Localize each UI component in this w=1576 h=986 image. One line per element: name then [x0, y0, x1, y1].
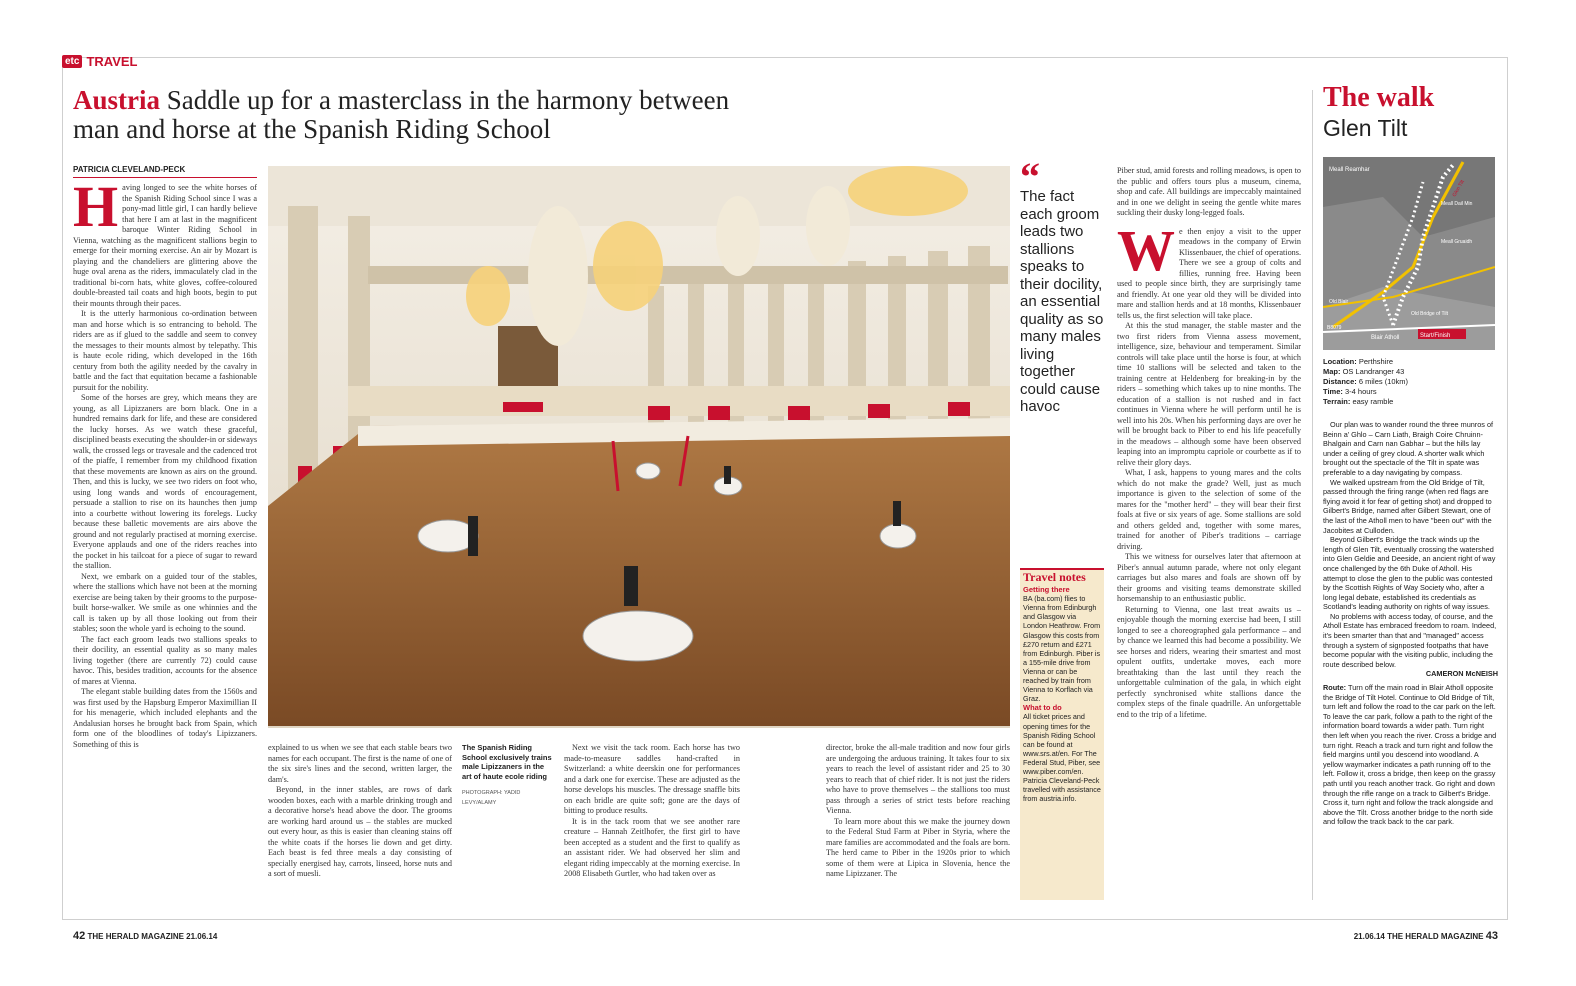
article-column-2 [268, 743, 452, 903]
article-paragraph: Next we visit the tack room. Each horse has two made-to-measure saddles hand-crafted in Switzerland: a white deerskin one for performances and a dark one for exercise. These are adjusted as the horse develops his muscles. The dressage snaffle bits on each bridle are quite soft; gone are the days of bitting to produce results. [564, 743, 740, 815]
article-paragraph: Beyond, in the inner stables, are rows of dark wooden boxes, each with a marble drinking trough and a decorative horse's head above the door. The grooms are working hard around us – the stables are mucked out every hour, as this is easier than cleaning stains off the white coats if the horses lie down and get dirty. Each beast is fed three meals a day consisting of specially energised hay, carrots, linseed, horse nuts and a sort of muesli. [268, 785, 452, 878]
article-paragraph: The elegant stable building dates from the 1560s and was first used by the Hapsburg Emperor Maximillian II for his menagerie, which included elephants and the Andalusian horses he brought back from Spain, which form one of the bloodlines of today's Lipizzaners. Something of this is [73, 687, 257, 749]
walk-title: The walk [1323, 82, 1435, 113]
article-column-5 [1117, 166, 1301, 903]
map-label: Start/Finish [1420, 333, 1451, 339]
travel-notes-title: Travel notes [1023, 570, 1086, 584]
dropcap: W [1117, 217, 1175, 283]
getting-there-text: BA (ba.com) flies to Vienna from Edinburgh and Glasgow via London Heathrow. From Glasgow this costs from £270 return and £271 from Edinburgh. Piber is a 155-mile drive from Vienna or can be reached by train from Vienna to Korflach via Graz. [1023, 594, 1101, 704]
folio-left [73, 930, 217, 942]
riding-school-photo [268, 166, 1010, 728]
section-logo: etc [62, 55, 82, 68]
riding-school-illustration [268, 166, 1010, 728]
getting-there-heading: Getting there [1023, 585, 1070, 595]
article-paragraph: What, I ask, happens to young mares and the colts which do not make the grade? Well, just as much importance is given to the selection of some of the mares for the "mother herd" – they will bear their first foals at five or six years of age. Some stallions are sold and others gelded and, together with some mares, trained for another of Piber's traditions – carriage driving. [1117, 468, 1301, 551]
article-paragraph: Next, we embark on a guided tour of the stables, where the stallions which have not been at the morning exercise are being taken by their grooms to the purpose-built horse-walker. We smile as one whinnies and the call is taken up by all those looking out from their stables; soon the whole yard is echoing to the sound. [73, 571, 257, 633]
map-label: Meall Dail Min [1441, 201, 1473, 207]
glen-tilt-map [1323, 157, 1495, 350]
what-to-do-heading: What to do [1023, 703, 1062, 713]
headline-kicker: Austria [73, 85, 160, 115]
fact-map: Map: OS Landranger 43 [1323, 367, 1405, 376]
folio-right [1354, 930, 1498, 942]
article-text: explained to us when we see that each stable bears two names for each occupant. The first is the name of one of the six sire's lines and the second, written larger, the dam's. [268, 743, 452, 784]
walk-paragraph: Beyond Gilbert's Bridge the track winds up the length of Glen Tilt, eventually crossing the watershed into Glen Geldie and Deeside, an ancient right of way once challenged by the 6th Duke of Atholl. His attempt to close the glen to the public was contested by the Scottish Rights of Way Society who, after a long legal debate, established its credentials as Scotland's leading authority on rights of way issues. [1323, 535, 1496, 612]
walk-paragraph: We walked upstream from the Old Bridge of Tilt, passed through the firing range (when red flags are flying avoid it for fear of getting shot) and dropped to Gilbert's Bridge, named after Gilbert Stewart, one of the last of the Atholl men to have "been out" with the Jacobites at Culloden. [1323, 477, 1492, 535]
article-paragraph: It is in the tack room that we see another rare creature – Hannah Zeitlhofer, the first girl to have been accepted as a student and the first to qualify as an assistant rider. We had observed her slim and elegant riding impeccably at the morning exercise. In 2008 Elisabeth Gurtler, who had taken over as [564, 816, 740, 878]
fact-location: Location: Perthshire [1323, 357, 1394, 366]
map-label: Old Blair [1329, 299, 1349, 305]
walk-paragraph: Our plan was to wander round the three munros of Beinn a' Ghlo – Carn Liath, Braigh Coire Chruinn-Bhalgain and Carn nan Gabhar – but the hills lay under a ceiling of grey cloud. A shorter walk which brought out the spectacle of the Tilt in spate was preferable to a day navigating by compass. [1323, 420, 1494, 477]
headline [73, 86, 773, 144]
fact-terrain: Terrain: easy ramble [1323, 397, 1394, 406]
section-label: TRAVEL [86, 54, 138, 69]
fact-distance: Distance: 6 miles (10km) [1323, 377, 1409, 386]
article-paragraph: Returning to Vienna, one last treat awaits us – enjoyable though the morning exercise had been, I still longed to see a choreographed gala performance – and by chance we learned this had become a possibility. We see horses and riders, wearing their smartest and most opulent outfits, undertake moves, each more breathtaking than the last until they reach the unforgettable culmination of the gala, in which eight perfectly synchronised white stallions dance the complex steps of the finale quadrille. An unforgettable end to the trip of a lifetime. [1117, 604, 1301, 719]
pull-quote: The fact each groom leads two stallions speaks to their docility, an essential quality as so many males living together could cause havoc [1020, 188, 1104, 415]
walk-facts [1323, 357, 1498, 407]
article-text: e then enjoy a visit to the upper meadows in the company of Erwin Klissenbauer, the chief of operations. There we see a group of colts and fillies, running free. Having been used to people since birth, they are surprisingly tame and friendly. At one year old they will be divided into mare and stallion herds and at 18 months, Klissenbauer tells us, the first selection will take place. [1117, 226, 1301, 320]
article-paragraph: It is the utterly harmonious co-ordination between man and horse which is so entrancing to behold. The riders are as if glued to the saddle and seem to convey the messages to their mounts almost by telepathy. This is haute ecole riding, which developed in the 16th century from both the agility needed by the cavalry in battle and the fact that equitation became a fashionable pursuit for the nobility. [73, 309, 257, 392]
walk-subtitle: Glen Tilt [1323, 115, 1408, 141]
travel-notes-box [1020, 568, 1104, 900]
article-paragraph: To learn more about this we make the journey down to the Federal Stud Farm at Piber in Styria, where the mare families are accommodated and the foals are born. The herd came to Piber in the 1920s prior to which some of them were at Lipica in Slovenia, hence the name Lipizzaner. The [826, 816, 1010, 878]
article-paragraph: The fact each groom leads two stallions speaks to their docility, an essential quality as so many males living together (there are currently 72) could cause havoc. This, besides tradition, accounts for the absence of mares at Vienna. [73, 634, 257, 686]
article-column-3 [564, 743, 740, 903]
map-label: B8079 [1327, 325, 1342, 331]
fact-time: Time: 3-4 hours [1323, 387, 1377, 396]
folio-text: THE HERALD MAGAZINE 21.06.14 [87, 932, 218, 941]
walk-body [1323, 420, 1498, 900]
article-section [1117, 217, 1301, 322]
article-text: aving longed to see the white horses of the Spanish Riding School since I was a pony-mad little girl, I can hardly believe that here I am at last in the magnificent baroque Winter Riding School in Vienna, watching as the magnificent stallions begin to emerge for their morning exercise. An air by Mozart is playing and the chandeliers are glittering above the huge oval arena as the riders, immaculately clad in the traditional bi-corn hats, white gloves, coffee-coloured double-breasted tail coats and high boots, begin to put their mounts through their paces. [73, 183, 257, 308]
headline-text: Saddle up for a masterclass in the harmony between man and horse at the Spanish Riding School [73, 85, 730, 144]
map-label: Blair Atholl [1371, 335, 1400, 341]
article-column-1 [73, 183, 257, 903]
map-label: Old Bridge of Tilt [1411, 311, 1448, 317]
map-illustration [1323, 157, 1495, 350]
walk-divider [1312, 90, 1313, 900]
caption-text: The Spanish Riding School exclusively trains male Lipizzaners in the art of haute ecole riding [462, 743, 552, 781]
walk-paragraph: No problems with access today, of course, and the Atholl Estate has embraced freedom to roam. Indeed, it's been smarter than that and "managed" access through a system of signposted footpaths that have become popular with the visiting public, including the route described below. [1323, 611, 1497, 669]
folio-text: 21.06.14 THE HERALD MAGAZINE [1353, 932, 1484, 941]
map-label: Meall Reamhar [1329, 167, 1370, 173]
byline: PATRICIA CLEVELAND-PECK [73, 165, 257, 178]
walk-route: Route: Turn off the main road in Blair Atholl opposite the Bridge of Tilt Hotel. Continue to Old Bridge of Tilt, turn left and follow the road to the car park on the left. To leave the car park, follow a path to the right of the information board towards a wider path. Turn right then left when you reach the river. Cross a bridge and turn right. Reach a track and turn right and follow the field margins until you descend into woodland. A yellow waymarker indicates a path running off to the left. Follow it, cross a bridge, then keep on the grassy path until you reach another track. Go right and down through the rifle range on a track to Gilbert's Bridge. Cross it, turn right and follow the track alongside and above the Tilt. Cross another bridge to the north side and follow the track back to the car park. [1323, 683, 1497, 827]
article-paragraph: This we witness for ourselves later that afternoon at Piber's annual autumn parade, where not only elegant carriages but also mares and foals are shown off by their grooms and visiting teams demonstrate skilled horsemanship to an enthusiastic public. [1117, 552, 1301, 603]
map-label: Glen Tilt [1451, 179, 1466, 198]
page-number: 43 [1485, 930, 1498, 942]
dropcap: H [73, 183, 119, 239]
photo-caption [462, 743, 554, 808]
page-number: 42 [73, 930, 86, 942]
section-header [62, 54, 138, 69]
article-paragraph: Some of the horses are grey, which means they are young, as all Lipizzaners are born black. One in a hundred remains dark for life, and these are considered the lucky horses. As we watch these graceful, disciplined beasts executing the shoulder-in or sideways walk, the crossed legs or travesale and the cadenced trot of the piaffe, I remember from my childhood fixation that these movements are known as airs on the ground. Then, and this is lucky, we see two riders on foot who, using long wands and words of encouragement, persuade a stallion to rise on its haunches then jump into a courbette without lowering its forelegs. Lucky because these balletic movements are airs above the ground and not regularly practised at morning exercise. Everyone applauds and one of the riders reaches into the pocket in his tailcoat for a piece of sugar to reward the stallion. [73, 393, 257, 570]
article-paragraph: At this the stud manager, the stable master and the two first riders from Vienna assess movement, intelligence, size, behaviour and temperament. Similar controls will take place until the horse is four, at which time 10 stallions will be selected and taken to the training centre at Heldenberg for breaking-in by the riders – something which takes up to nine months. The education of a stallion is not rushed and in fact continues in Vienna where he will perform until he is well into his 20s. When his performing days are over he will be brought back to Piber to end his life peacefully in the meadows – although some have been observed leaping into an impromptu capriole or courbette as if to relive their glory days. [1117, 321, 1301, 467]
quote-mark-icon: “ [1020, 154, 1040, 199]
photo-credit: PHOTOGRAPH: YADID LEVY/ALAMY [462, 790, 521, 806]
map-label: Meall Gruaidh [1441, 239, 1473, 245]
article-text: director, broke the all-male tradition and now four girls are undergoing the arduous training. It takes four to six years to reach the level of assistant rider and 25 to 30 years to reach that of chief rider. It is not just the riders who have to prove themselves – the stallions too must pass through a series of strict tests before reaching Vienna. [826, 743, 1010, 815]
what-to-do-text: All ticket prices and opening times for the Spanish Riding School can be found at www.srs.at/en. For The Federal Stud, Piber, see www.piber.com/en. Patricia Cleveland-Peck travelled with assistance from austria.info. [1023, 712, 1101, 804]
article-column-4 [826, 743, 1010, 903]
walk-author: CAMERON McNEISH [1425, 669, 1498, 679]
article-text: Piber stud, amid forests and rolling meadows, is open to the public and offers tours plus a museum, cinema, shop and cafe. All buildings are impeccably maintained and in one we delight in seeing the gentle white mares suckling their dusky long-legged foals. [1117, 166, 1301, 217]
